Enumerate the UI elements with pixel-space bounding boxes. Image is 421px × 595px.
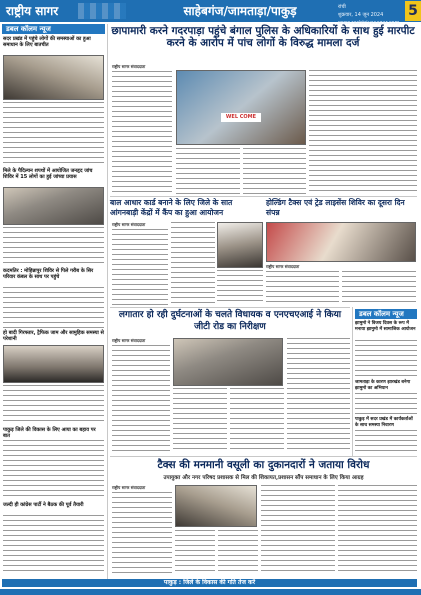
lead-body-col1 <box>112 71 172 194</box>
lead-photo <box>176 70 306 145</box>
edition-location: रांची <box>338 4 346 10</box>
edition-date: शुक्रवार, 14 जून 2024 <box>338 12 384 18</box>
holding-tax-body-col1 <box>266 271 339 305</box>
aadhaar-photo <box>217 222 263 268</box>
right-brief2-headline: जामताड़ा के कारण झारखंड बनेगा झामुमो का अभियान <box>355 380 411 391</box>
tax-headline: टैक्स की मनमानी वसूली का दुकानदारों ने जताया विरोध <box>157 459 370 471</box>
accidents-byline: राष्ट्रीय सागर संवाददाता <box>112 338 146 343</box>
holding-tax-headline: होल्डिंग टैक्स एवं ट्रेड लाइसेंस शिविर का दूसरा दिन संपन्न <box>266 198 405 217</box>
holding-tax-byline: राष्ट्रीय सागर संवाददाता <box>266 264 300 269</box>
newspaper-logo: राष्ट्रीय सागर <box>6 4 59 18</box>
bottom-divider <box>110 456 417 457</box>
left-brief4-body <box>3 385 104 425</box>
accidents-headline: लगातार हो रही दुर्घटनाओं के चलते विधायक व एनएचएआई ने किया जीटी रोड का निरीक्षण <box>118 310 342 332</box>
aadhaar-body-col2 <box>171 222 215 305</box>
right-brief1-headline: झामुमो ने विजय दिवस के रूप में मनाया झामुमो में सामाजिक आयोजन <box>355 321 416 332</box>
right-brief3-headline: पाकुड़ में सदर प्रखंड में कार्यकर्ताओं के साथ समस्या निवारण <box>355 417 413 428</box>
tax-body-col3 <box>218 530 258 574</box>
tax-photo <box>175 485 257 527</box>
holding-tax-photo <box>266 222 416 262</box>
aadhaar-body-col1 <box>112 229 168 305</box>
accidents-body-col3 <box>230 388 284 452</box>
lead-body-col3 <box>243 148 306 194</box>
page-number: 5 <box>405 1 421 21</box>
right-column-header: डबल कॉलम न्यूज <box>355 309 417 319</box>
left-brief2-headline: मिले के पैदिल्यन शपथों में आयोजित जनहृद जांच शिविर में 15 लोगों का हुई जांच्या प्रयास <box>3 168 93 180</box>
left-brief3-body <box>3 287 104 329</box>
aadhaar-body-col3 <box>217 270 263 305</box>
tax-body-col2 <box>175 530 215 574</box>
right-brief2-body <box>355 393 417 415</box>
tax-body-col5 <box>338 485 417 574</box>
tax-subheadline: उपायुक्त और नगर परिषद प्रशासक से मिल की शिकायत,प्रशासन सौंप समाधान के लिए किया आग्रह <box>163 475 364 481</box>
mid-divider <box>110 307 350 308</box>
holding-tax-body-col2 <box>342 271 416 305</box>
left-brief6-body <box>3 515 104 575</box>
page-section-title: साहेबगंज/जामताड़ा/पाकुड़ <box>183 4 297 18</box>
accidents-photo <box>173 338 283 386</box>
column-divider-right <box>352 307 353 457</box>
footer-banner: पाकुड़ : जिले के विकास की गति तेज करें <box>2 579 417 587</box>
accidents-body-col1 <box>112 345 170 452</box>
left-brief1-photo <box>3 55 104 100</box>
left-brief3-headline: कदमतिर : मोहिन्नापुर शिविर से पिले गरीब के सिर परिवार कंबल के साथ पर पहुंचे <box>3 268 94 280</box>
masthead-meta <box>338 3 408 26</box>
column-divider-left <box>107 24 108 579</box>
website-link[interactable]: www.rashtriyasagar.com <box>338 20 400 26</box>
lead-body-col4 <box>309 70 417 194</box>
left-brief5-body <box>3 440 104 500</box>
lead-headline: छापामारी करने गदरपाड़ा पहुंचे बंगाल पुलिस के अधिकारियों के साथ हुई मारपीट करने के आरोप में पांच लोगों के विरुद्ध मामला दर्ज <box>111 25 415 49</box>
aadhaar-headline: बाल आधार कार्ड बनाने के लिए जिले के सात आंगनबाड़ी केंद्रों में कैंप का हुआ आयोजन <box>110 198 233 217</box>
left-brief2-body <box>3 227 104 267</box>
aadhaar-byline: राष्ट्रीय सागर संवाददाता <box>112 222 146 227</box>
lead-divider <box>110 196 417 197</box>
accidents-body-col2 <box>173 388 227 452</box>
lead-body-col2 <box>176 148 240 194</box>
left-brief1-body <box>3 102 104 166</box>
lead-byline: राष्ट्रीय सागर संवाददाता <box>112 64 146 69</box>
masthead-decoration <box>78 3 126 19</box>
left-brief4-photo <box>3 345 104 383</box>
left-brief4-headline: हो बादी गिरफ्तार, ट्रैफिक जाम और सामुहिक समस्या से परेशानी <box>3 330 104 342</box>
left-brief1-headline: सदर प्रखंड में पहुंचे लोगों की समस्याओं का हुआ समाधान के लिए बातचीत <box>3 36 91 48</box>
footer-bar <box>0 589 421 595</box>
tax-body-col1 <box>112 492 172 574</box>
tax-body-col4 <box>261 485 335 574</box>
lead-photo-sign: WEL COME <box>221 113 261 122</box>
right-brief1-body <box>355 340 417 378</box>
left-brief5-headline: पाकुड़ जिले की विकास के लिए आया का बहाव पर बात <box>3 427 96 439</box>
left-brief6-headline: जल्दी ही कांग्रेस पार्टी ने बैठक की पूर्व तैयारी <box>3 502 84 508</box>
left-column-header: डबल कॉलम न्यूज <box>2 24 105 34</box>
tax-byline: राष्ट्रीय सागर संवाददाता <box>112 485 146 490</box>
left-brief2-photo <box>3 187 104 225</box>
right-brief3-body <box>355 430 417 454</box>
accidents-body-col4 <box>287 338 350 452</box>
